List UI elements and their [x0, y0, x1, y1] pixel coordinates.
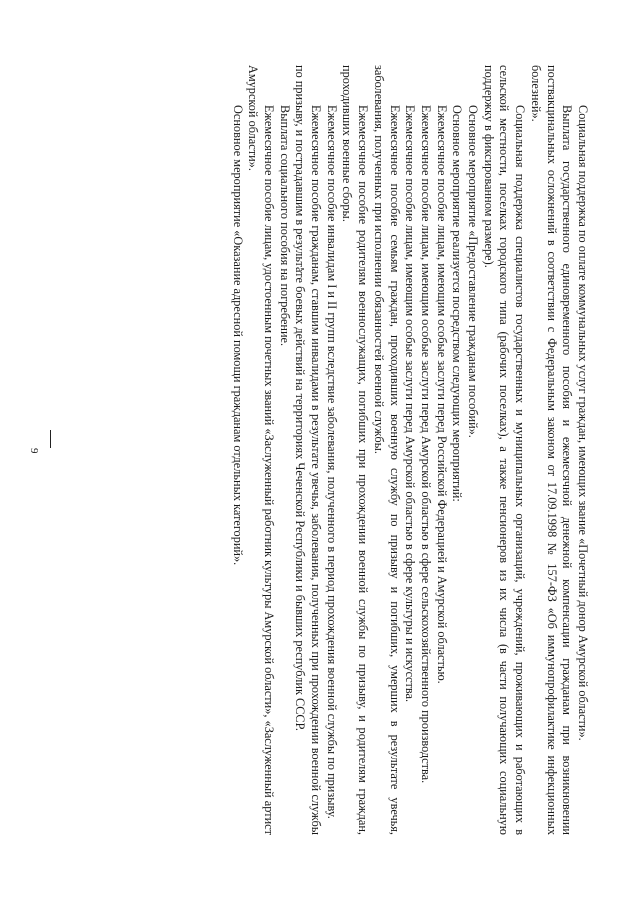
page-number: 9	[28, 448, 40, 454]
paragraph-disabled-combat: Ежемесячное пособие гражданам, ставшим инвалидами в результате увечья, заболевания, полученных при прохождении военной службы по призыву, и пострадавшим в результате боевых действий на территориях Чеченской Республики и бывших республик СССР.	[293, 65, 324, 835]
paragraph-main-event-targeted: Основное мероприятие «Оказание адресной помощи гражданам отдельных категорий».	[230, 105, 245, 566]
paragraph-vaccination: Выплата государственного единовременного пособия и ежемесячной денежной компенсации гражданам при возникновении поствакцинальных осложнений в соответствии с Федеральным законом от 17.09.1998 № 157-ФЗ «Об иммунопрофилактике инфекционных болезней».	[528, 65, 575, 835]
paragraph-implementation: Основное мероприятие реализуется посредством следующих мероприятий:	[450, 105, 465, 502]
header-rule	[50, 430, 51, 448]
paragraph-parents-servicemen: Ежемесячное пособие родителям военнослужащих, погибших при прохождении военной службы по призыву, и родителям граждан, проходивших военные сборы.	[340, 65, 371, 835]
paragraph-rural-specialists: Социальная поддержка специалистов государственных и муниципальных организаций, учреждений, проживающих и работающих в сельской местности, поселках городского типа (рабочих поселках), а также пенсионеров из их числа (в части получающих социальную поддержку в фиксированном размере).	[481, 65, 528, 835]
paragraph-merits-agriculture: Ежемесячное пособие лицам, имеющим особые заслуги перед Амурской областью в сфере сельскохозяйственного производства.	[418, 105, 433, 784]
paragraph-honored-titles: Ежемесячное пособие лицам, удостоенным почетных званий «Заслуженный работник культуры Амурской области», «Заслуженный артист Амурской области».	[246, 65, 276, 835]
paragraph-disabled-i-ii: Ежемесячное пособие инвалидам I и II групп вследствие заболевания, полученного в период прохождения военной службы по призыву.	[324, 105, 339, 819]
paragraph-families-servicemen: Ежемесячное пособие семьям граждан, проходивших военную службу по призыву и погибших, умерших в результате увечья, заболевания, полученных при исполнении обязанностей военной службы.	[371, 65, 402, 835]
paragraph-donor: Социальная поддержка по оплате коммунальных услуг граждан, имеющих звание «Почетный донор Амурской области».	[576, 105, 590, 741]
paragraph-burial: Выплата социального пособия на погребение.	[277, 105, 292, 347]
paragraph-main-event-benefits: Основное мероприятие «Предоставление гражданам пособий».	[466, 105, 481, 438]
paragraph-merits-culture: Ежемесячное пособие лицам, имеющим особые заслуги перед Амурской областью в сфере культуры и искусства.	[403, 105, 418, 703]
paragraph-merits-rf: Ежемесячное пособие лицам, имеющим особые заслуги перед Российской Федерацией и Амурской областью.	[434, 105, 449, 684]
rotated-text-body	[80, 65, 590, 835]
